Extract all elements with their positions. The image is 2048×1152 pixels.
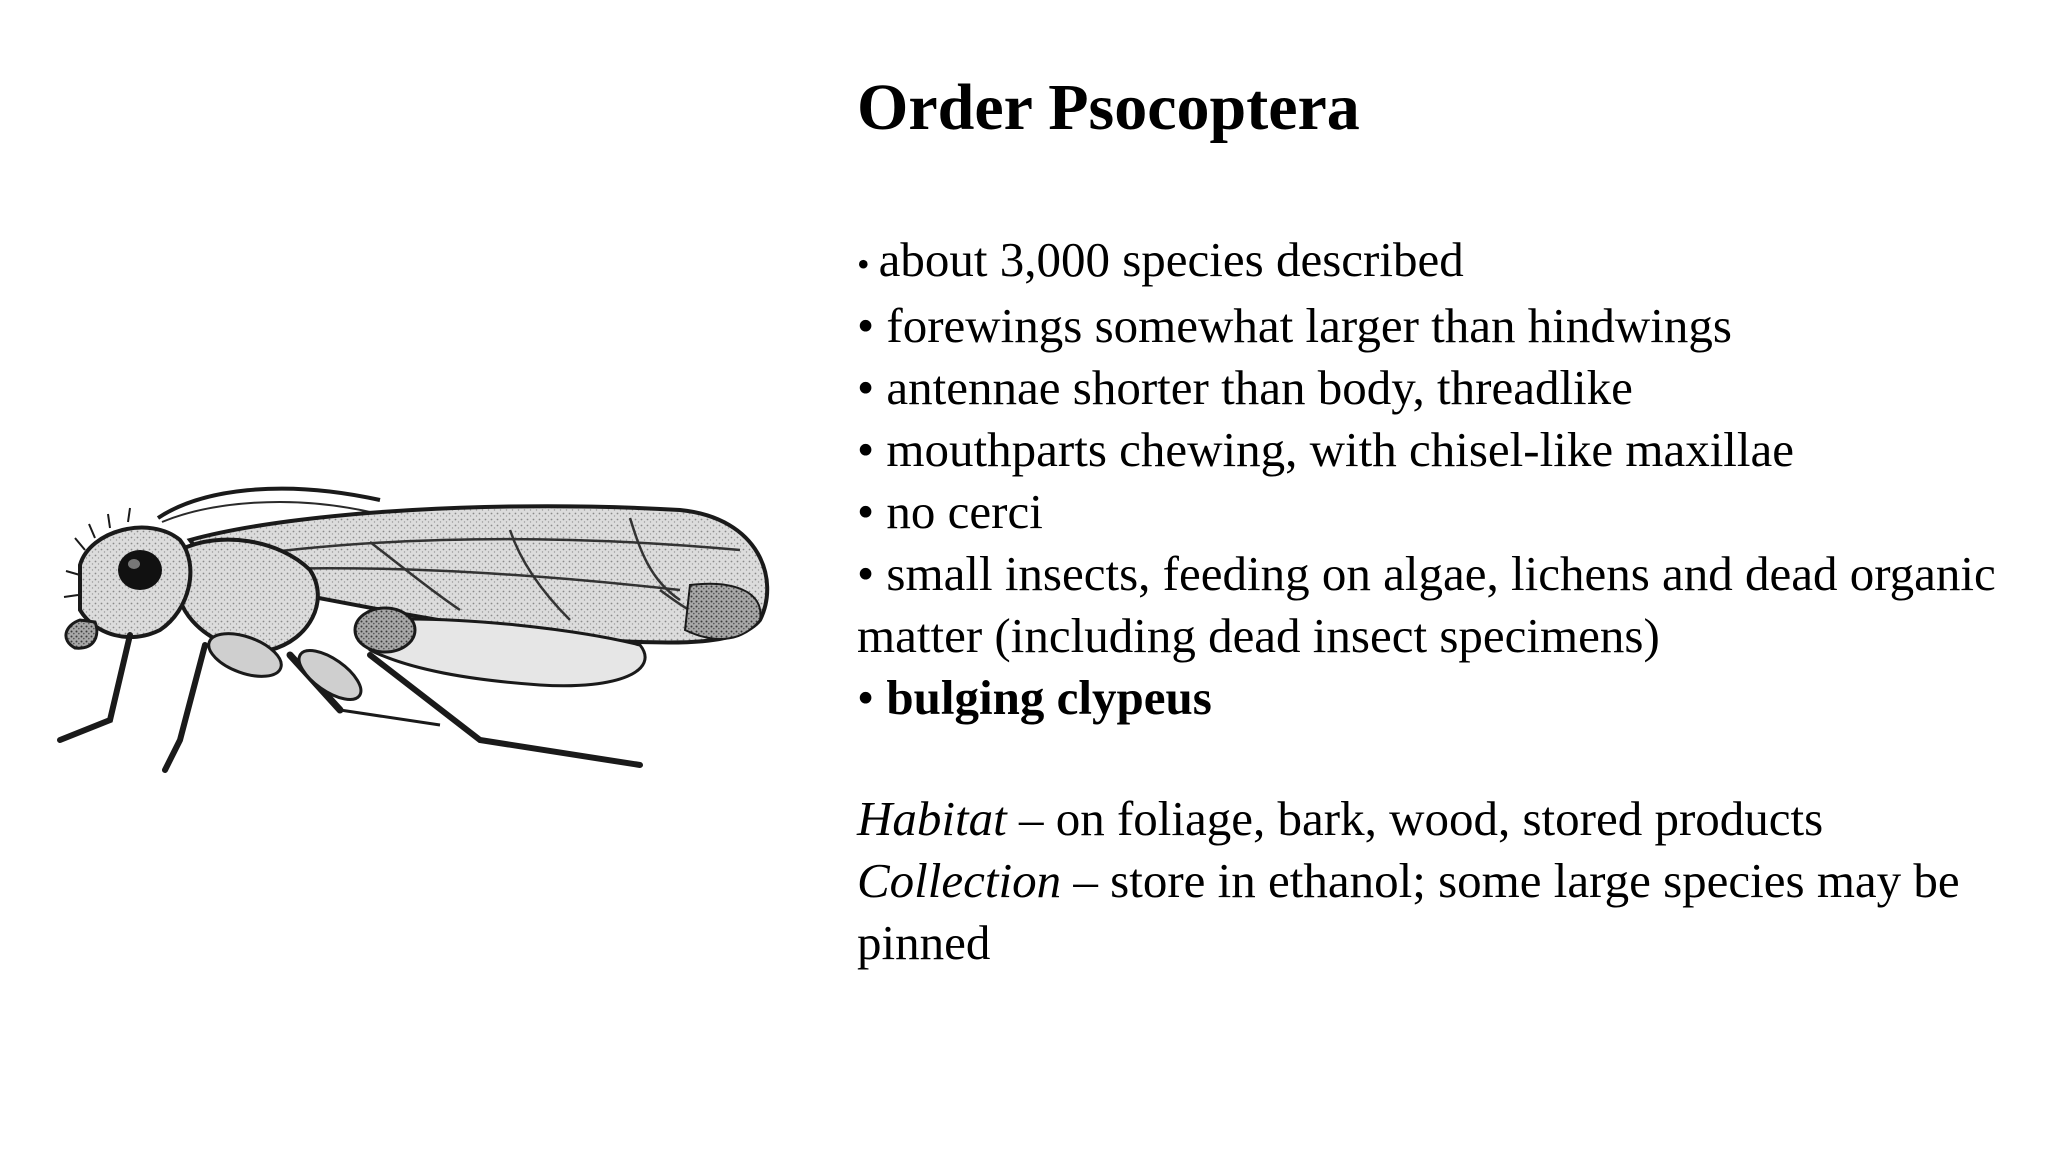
- bullet-marker: •: [857, 298, 875, 353]
- habitat-term: Habitat: [857, 791, 1007, 846]
- bullet-text: mouthparts chewing, with chisel-like maxillae: [886, 422, 1795, 477]
- collection-term: Collection: [857, 853, 1062, 908]
- bullet-text: forewings somewhat larger than hindwings: [886, 298, 1732, 353]
- bullet-text-bold: bulging clypeus: [886, 670, 1212, 725]
- bullet-marker: •: [857, 360, 875, 415]
- bullet-marker: •: [857, 484, 875, 539]
- bullet-list: [857, 229, 1997, 729]
- psocid-insect-illustration: [40, 470, 780, 800]
- habitat-line: [857, 788, 1997, 850]
- bullet-item: [857, 419, 1997, 481]
- bullet-item: [857, 543, 1997, 667]
- bullet-marker: •: [857, 422, 875, 477]
- bullet-text: small insects, feeding on algae, lichens and dead organic matter (including dead insect specimens): [857, 546, 1996, 663]
- bullet-marker: •: [857, 546, 875, 601]
- bullet-text: about 3,000 species described: [878, 232, 1464, 287]
- collection-separator: –: [1061, 853, 1111, 908]
- bullet-item: [857, 667, 1997, 729]
- bullet-marker: •: [857, 670, 875, 725]
- text-panel: [857, 66, 1997, 970]
- collection-text: store in ethanol; some large species may be pinned: [857, 853, 1960, 970]
- bullet-marker: •: [857, 244, 870, 284]
- slide-title: Order Psocoptera: [857, 71, 1360, 144]
- habitat-separator: –: [1006, 791, 1056, 846]
- habitat-text: on foliage, bark, wood, stored products: [1055, 791, 1824, 846]
- bullet-text: antennae shorter than body, threadlike: [886, 360, 1633, 415]
- habitat-collection-block: [857, 788, 1997, 974]
- bullet-item: [857, 481, 1997, 543]
- collection-line: [857, 850, 1997, 974]
- bullet-item: [857, 229, 1997, 295]
- bullet-item: [857, 295, 1997, 357]
- bullet-text: no cerci: [886, 484, 1043, 539]
- bullet-item: [857, 357, 1997, 419]
